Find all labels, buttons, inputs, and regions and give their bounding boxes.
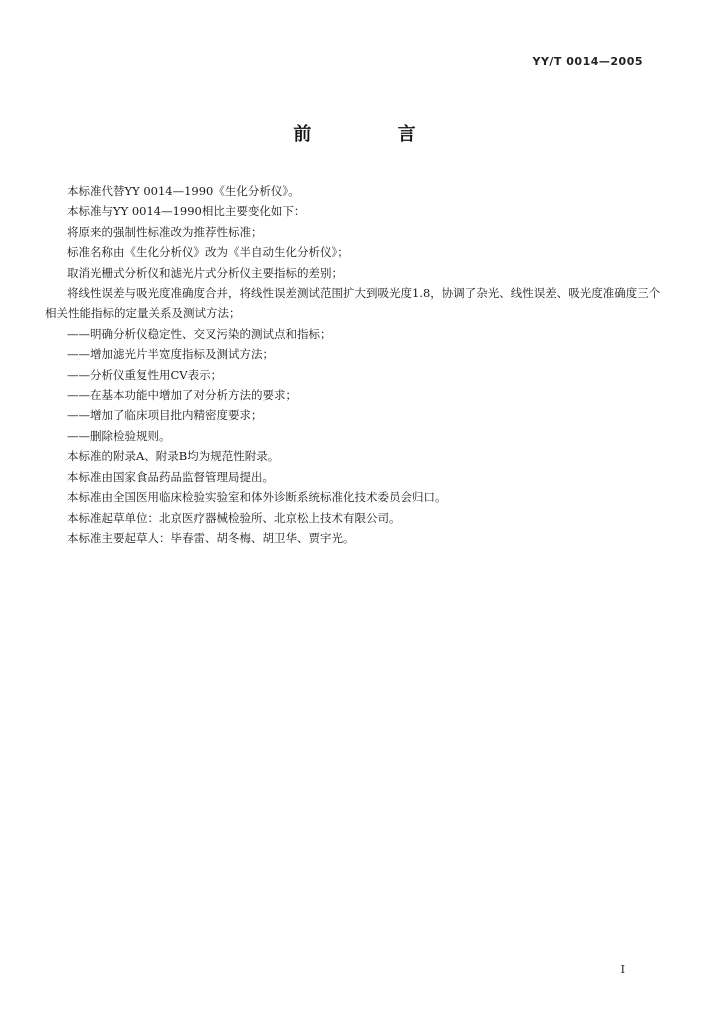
paragraph-changes-intro: 本标准与YY 0014—1990相比主要变化如下：: [67, 204, 306, 219]
dash-item: ——在基本功能中增加了对分析方法的要求；: [67, 388, 297, 403]
paragraph-change-linearity: 将线性误差与吸光度准确度合并，将线性误差测试范围扩大到吸光度1.8，协调了杂光、线性误差、吸光度准确度三个相关性能指标的定量关系及测试方法；: [45, 286, 661, 321]
paragraph-drafting-units: 本标准起草单位：北京医疗器械检验所、北京松上技术有限公司。: [67, 510, 401, 525]
paragraph-change-recommended: 将原来的强制性标准改为推荐性标准；: [67, 224, 263, 239]
dash-item: ——分析仪重复性用CV表示；: [67, 367, 223, 382]
paragraph-proposed-by: 本标准由国家食品药品监督管理局提出。: [67, 469, 274, 484]
paragraph-change-grating: 取消光栅式分析仪和滤光片式分析仪主要指标的差别；: [67, 265, 343, 280]
dash-item: ——明确分析仪稳定性、交叉污染的测试点和指标；: [67, 326, 332, 341]
paragraph-change-name: 标准名称由《生化分析仪》改为《半自动生化分析仪》；: [67, 245, 349, 260]
standard-code: YY/T 0014—2005: [532, 55, 643, 68]
page-title: 前 言: [293, 124, 456, 145]
paragraph-centralized-by: 本标准由全国医用临床检验实验室和体外诊断系统标准化技术委员会归口。: [67, 490, 447, 505]
paragraph-appendix: 本标准的附录A、附录B均为规范性附录。: [67, 449, 280, 464]
foreword-body: [45, 181, 665, 548]
paragraph-replaces: 本标准代替YY 0014—1990《生化分析仪》。: [67, 184, 300, 198]
dash-item: ——增加滤光片半宽度指标及测试方法；: [67, 347, 274, 362]
dash-item: ——增加了临床项目批内精密度要求；: [67, 408, 263, 423]
dash-item: ——删除检验规则。: [67, 428, 171, 443]
page-number: I: [620, 963, 625, 976]
paragraph-drafters: 本标准主要起草人：毕春雷、胡冬梅、胡卫华、贾宇光。: [67, 530, 355, 545]
